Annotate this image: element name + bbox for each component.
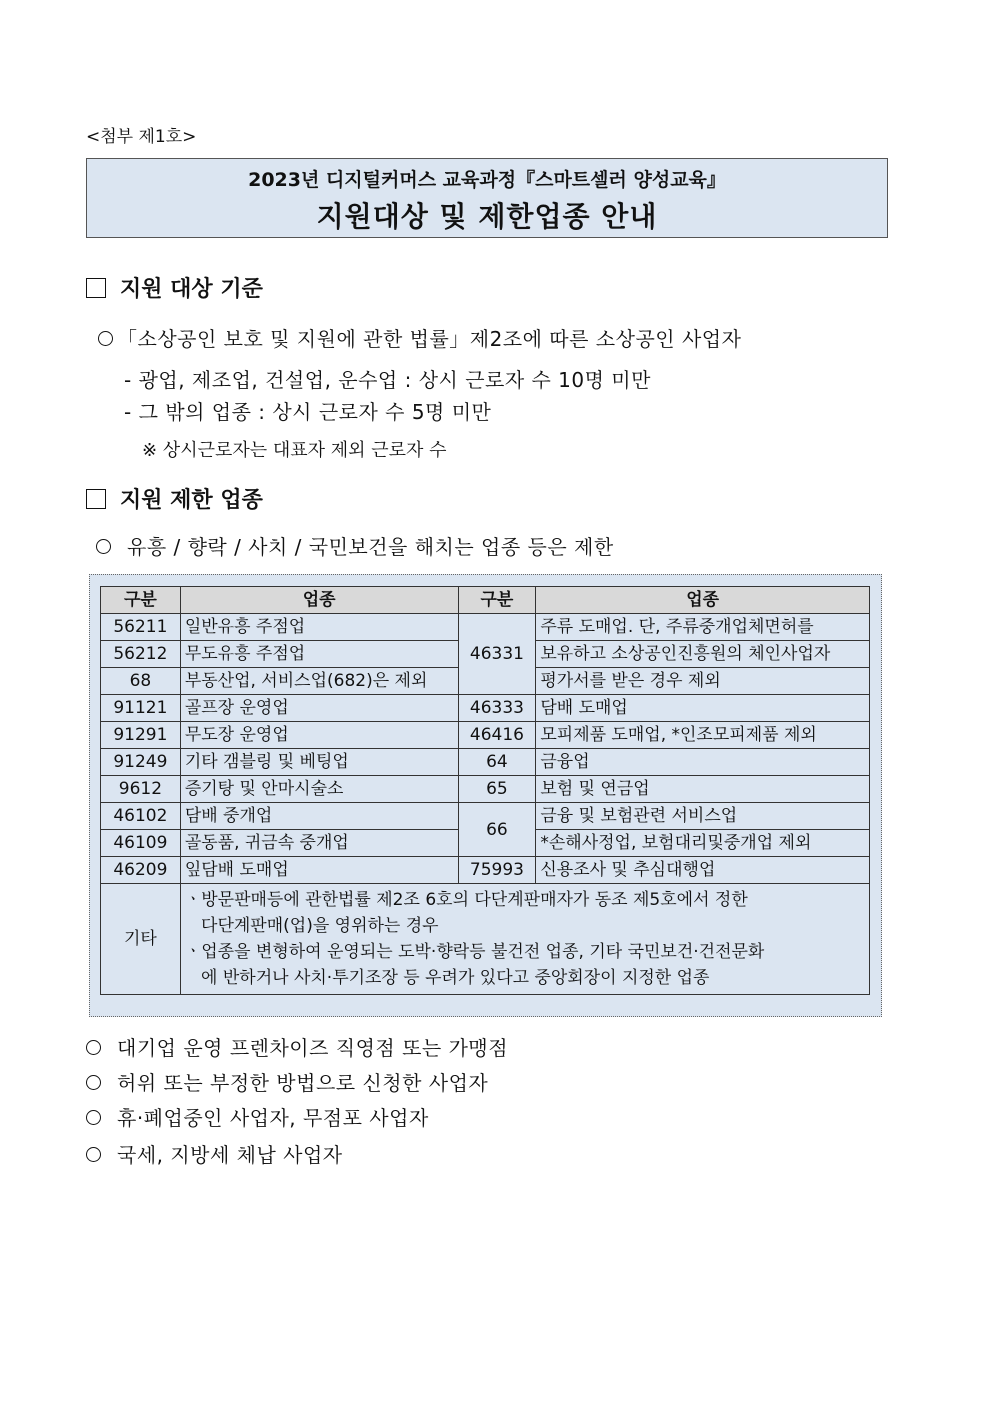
table-row <box>101 776 870 803</box>
industry-cell: *손해사정업, 보험대리및중개업 제외 <box>536 830 870 857</box>
column-header: 업종 <box>536 587 870 614</box>
industry-cell: 기타 갬블링 및 베팅업 <box>180 749 458 776</box>
industry-cell: 금융업 <box>536 749 870 776</box>
criteria-note: ※ 상시근로자는 대표자 제외 근로자 수 <box>142 440 447 461</box>
industry-cell: 담배 중개업 <box>180 803 458 830</box>
code-cell: 46331 <box>458 614 536 695</box>
title-box <box>86 158 888 238</box>
industry-cell: 금융 및 보험관련 서비스업 <box>536 803 870 830</box>
section-heading-text: 지원 대상 기준 <box>120 277 263 302</box>
industry-cell: 평가서를 받은 경우 제외 <box>536 668 870 695</box>
industry-cell: 부동산업, 서비스업(682)은 제외 <box>180 668 458 695</box>
industry-cell: 주류 도매업. 단, 주류중개업체면허를 <box>536 614 870 641</box>
section-heading-text: 지원 제한 업종 <box>120 488 263 513</box>
table-row <box>101 803 870 830</box>
etc-line: ㆍ업종을 변형하여 운영되는 도박·향락등 불건전 업종, 기타 국민보건·건전문화 <box>184 942 765 962</box>
etc-line: 에 반하거나 사치·투기조장 등 우려가 있다고 중앙회장이 지정한 업종 <box>184 968 710 988</box>
table-row-etc <box>101 884 870 995</box>
code-cell: 56212 <box>101 641 181 668</box>
list-item <box>86 1139 343 1168</box>
criteria-sub-2: - 그 밖의 업종 : 상시 근로자 수 5명 미만 <box>124 400 492 424</box>
section-heading-support-criteria <box>86 272 263 303</box>
list-item-text: 허위 또는 부정한 방법으로 신청한 사업자 <box>117 1071 489 1095</box>
industry-cell: 골프장 운영업 <box>180 695 458 722</box>
table-row <box>101 722 870 749</box>
industry-cell: 증기탕 및 안마시술소 <box>180 776 458 803</box>
restricted-item-text: 유흥 / 향락 / 사치 / 국민보건을 해치는 업종 등은 제한 <box>127 535 614 559</box>
code-cell: 75993 <box>458 857 536 884</box>
code-cell: 64 <box>458 749 536 776</box>
circle-bullet-icon <box>86 1110 101 1125</box>
attachment-label: <첨부 제1호> <box>86 127 197 147</box>
criteria-item <box>98 323 741 352</box>
code-cell: 56211 <box>101 614 181 641</box>
section-heading-restricted <box>86 483 263 514</box>
industry-cell: 일반유흥 주점업 <box>180 614 458 641</box>
circle-bullet-icon <box>86 1040 101 1055</box>
page-title: 지원대상 및 제한업종 안내 <box>316 200 658 233</box>
code-cell: 66 <box>458 803 536 857</box>
code-cell: 68 <box>101 668 181 695</box>
code-cell: 91121 <box>101 695 181 722</box>
column-header: 업종 <box>180 587 458 614</box>
etc-label-cell: 기타 <box>101 884 181 995</box>
industry-cell: 골동품, 귀금속 중개업 <box>180 830 458 857</box>
table-row <box>101 749 870 776</box>
list-item <box>86 1102 429 1131</box>
etc-line: 다단계판매(업)을 영위하는 경우 <box>184 916 439 936</box>
code-cell: 46109 <box>101 830 181 857</box>
industry-cell: 보험 및 연금업 <box>536 776 870 803</box>
checkbox-square-icon <box>86 489 106 509</box>
restricted-item <box>96 531 614 560</box>
list-item-text: 대기업 운영 프렌차이즈 직영점 또는 가맹점 <box>117 1036 509 1060</box>
table-row <box>101 857 870 884</box>
table-row <box>101 695 870 722</box>
code-cell: 46333 <box>458 695 536 722</box>
list-item <box>86 1032 508 1061</box>
industry-cell: 모피제품 도매업, *인조모피제품 제외 <box>536 722 870 749</box>
industry-cell: 담배 도매업 <box>536 695 870 722</box>
criteria-sub-1: - 광업, 제조업, 건설업, 운수업 : 상시 근로자 수 10명 미만 <box>124 368 651 392</box>
etc-content-cell <box>180 884 869 995</box>
circle-bullet-icon <box>96 539 111 554</box>
industry-cell: 잎담배 도매업 <box>180 857 458 884</box>
code-cell: 91291 <box>101 722 181 749</box>
industry-cell: 신용조사 및 추심대행업 <box>536 857 870 884</box>
criteria-item-text: 「소상공인 보호 및 지원에 관한 법률」제2조에 따른 소상공인 사업자 <box>117 327 742 351</box>
list-item <box>86 1067 488 1096</box>
column-header: 구분 <box>458 587 536 614</box>
restricted-table-container <box>89 574 882 1017</box>
code-cell: 46102 <box>101 803 181 830</box>
circle-bullet-icon <box>86 1147 101 1162</box>
restricted-industry-table <box>100 586 870 995</box>
list-item-text: 휴·폐업중인 사업자, 무점포 사업자 <box>117 1106 429 1130</box>
table-header-row <box>101 587 870 614</box>
title-line-1: 2023년 디지털커머스 교육과정『스마트셀러 양성교육』 <box>248 169 726 191</box>
code-cell: 65 <box>458 776 536 803</box>
column-header: 구분 <box>101 587 181 614</box>
table-row <box>101 614 870 641</box>
circle-bullet-icon <box>98 331 113 346</box>
industry-cell: 보유하고 소상공인진흥원의 체인사업자 <box>536 641 870 668</box>
checkbox-square-icon <box>86 278 106 298</box>
industry-cell: 무도장 운영업 <box>180 722 458 749</box>
code-cell: 91249 <box>101 749 181 776</box>
circle-bullet-icon <box>86 1075 101 1090</box>
code-cell: 9612 <box>101 776 181 803</box>
code-cell: 46416 <box>458 722 536 749</box>
etc-line: ㆍ방문판매등에 관한법률 제2조 6호의 다단계판매자가 동조 제5호에서 정한 <box>184 890 748 910</box>
industry-cell: 무도유흥 주점업 <box>180 641 458 668</box>
code-cell: 46209 <box>101 857 181 884</box>
list-item-text: 국세, 지방세 체납 사업자 <box>117 1143 343 1167</box>
